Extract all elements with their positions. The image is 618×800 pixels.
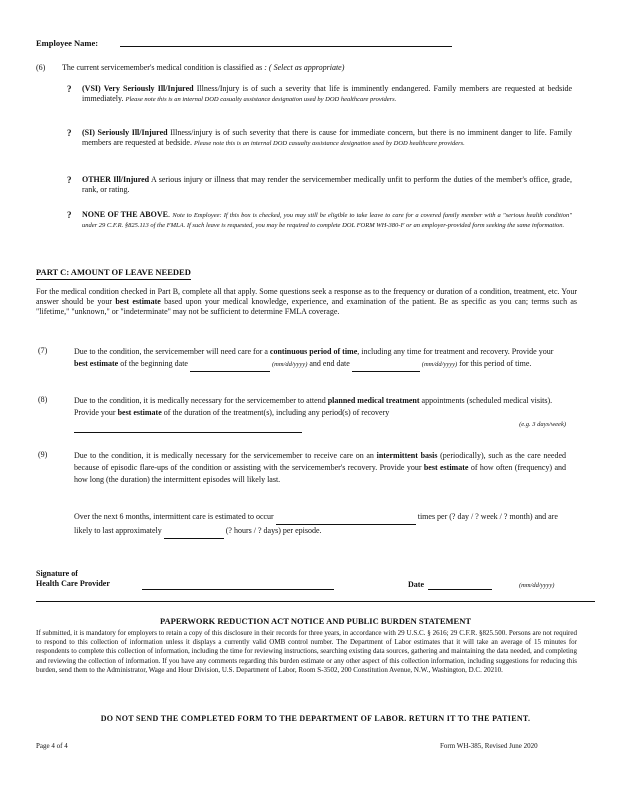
q9-number: (9) <box>38 450 48 459</box>
q9-duration-field[interactable] <box>164 525 224 539</box>
form-number: Form WH-385, Revised June 2020 <box>440 742 538 750</box>
q6-prompt: The current servicemember's medical condition is classified as : ( Select as appropriate) <box>62 63 345 72</box>
part-c-intro: For the medical condition checked in Part B, complete all that apply. Some questions seek a response as to the frequency or duration of a condition, treatment, etc. Your answer should be your best estimate based upon your medical knowledge, experience, and examination of the patient. Be as specific as you can; terms such as "lifetime," "unknown," or "indeterminate" may not be sufficient to determine FMLA coverage. <box>36 287 578 316</box>
q6-option-si: (SI) Seriously Ill/Injured Illness/injury is of such severity that there is cause for immediate concern, but there is no imminent danger to life. Family members are requested at bedside. Please note this is an internal DOD casualty assistance designation used by DOD healthcare providers. <box>82 128 573 147</box>
q8-number: (8) <box>38 395 48 404</box>
q7-end-date-field[interactable] <box>352 358 420 371</box>
paperwork-heading: PAPERWORK REDUCTION ACT NOTICE AND PUBLIC BURDEN STATEMENT <box>159 616 471 626</box>
q6-option-vsi: (VSI) Very Seriously Ill/Injured Illness/Injury is of such a severity that life is imminently endangered. Family members are requested at bedside immediately. Please note this is an internal DOD casualty assistance designation used by DOD healthcare providers. <box>82 84 572 103</box>
q9-text: Due to the condition, it is medically necessary for the servicemember to receive care on an intermittent basis (periodically), such as the care needed because of episodic flare-ups of the condition or assisting with the servicemember's recovery. Provide your best estimate of how often (frequency) and how long (the duration) the intermittent episodes will likely last. <box>74 451 567 484</box>
q7-number: (7) <box>38 346 48 355</box>
page-number: Page 4 of 4 <box>36 742 68 750</box>
signature-label: Signature of Health Care Provider <box>36 569 110 589</box>
signature-field[interactable] <box>142 589 334 590</box>
return-warning: DO NOT SEND THE COMPLETED FORM TO THE DEPARTMENT OF LABOR. RETURN IT TO THE PATIENT. <box>100 714 531 723</box>
section-divider <box>36 601 595 602</box>
q6-option-other-checkbox[interactable]: ? <box>67 175 72 185</box>
q9-times-field[interactable] <box>276 511 416 525</box>
employee-name-label: Employee Name: <box>36 38 99 48</box>
q9-estimate: Over the next 6 months, intermittent care is estimated to occur times per (? day / ? week / ? month) and are likely to last approximately (? hours / ? days) per episode. <box>74 511 566 539</box>
part-c-heading: PART C: AMOUNT OF LEAVE NEEDED <box>36 267 191 280</box>
date-label: Date <box>408 580 424 589</box>
q6-option-si-checkbox[interactable]: ? <box>67 128 72 138</box>
date-field[interactable] <box>428 589 492 590</box>
paperwork-text: If submitted, it is mandatory for employers to retain a copy of this disclosure in their records for three years, in accordance with 29 U.S.C. § 2616; 29 C.F.R. §825.500. Persons are not required to respond to this collection of information unless it displays a currently valid OMB control number. The Department of Labor estimates that it will take an average of 15 minutes for respondents to complete this collection of information, including the time for reviewing instructions, searching existing data sources, gathering and maintaining the data needed, and completing and reviewing the collection of information. If you have any comments regarding this burden estimate or any other aspect of this collection information, including suggestions for reducing this burden, send them to the Administrator, Wage and Hour Division, U.S. Department of Labor, Room S-3502, 200 Constitution Avenue, N.W., Washington, D.C. 20210. <box>36 629 577 674</box>
q7-text: Due to the condition, the servicemember will need care for a continuous period of time, including any time for treatment and recovery. Provide your best estimate of the beginning date (mm/dd/yyyy) and end date (mm/dd/yyyy) for this period of time. <box>74 346 566 372</box>
date-format-hint: (mm/dd/yyyy) <box>519 582 555 589</box>
employee-name-field[interactable] <box>120 46 452 47</box>
q8-text: Due to the condition, it is medically necessary for the servicemember to attend planned medical treatment appointments (scheduled medical visits). Provide your best estimate of the duration of the treatment(s), including any period(s) of recovery (e.g. 3 days/week) <box>74 395 566 433</box>
q6-option-vsi-checkbox[interactable]: ? <box>67 84 72 94</box>
q6-option-none-checkbox[interactable]: ? <box>67 210 72 220</box>
q8-duration-field[interactable] <box>74 420 302 433</box>
q6-number: (6) <box>36 63 46 72</box>
q6-option-none: NONE OF THE ABOVE. Note to Employee: If this box is checked, you may still be eligible to take leave to care for a covered family member with a "serious health condition" under 29 C.F.R. §825.113 of the FMLA. If such leave is requested, you may be required to complete DOL FORM WH-380-F or an employer-provided form seeking the same information. <box>82 210 573 230</box>
q6-option-other: OTHER Ill/Injured A serious injury or illness that may render the servicemember medically unfit to perform the duties of the member's office, grade, rank, or rating. <box>82 175 572 194</box>
q7-begin-date-field[interactable] <box>190 358 270 371</box>
